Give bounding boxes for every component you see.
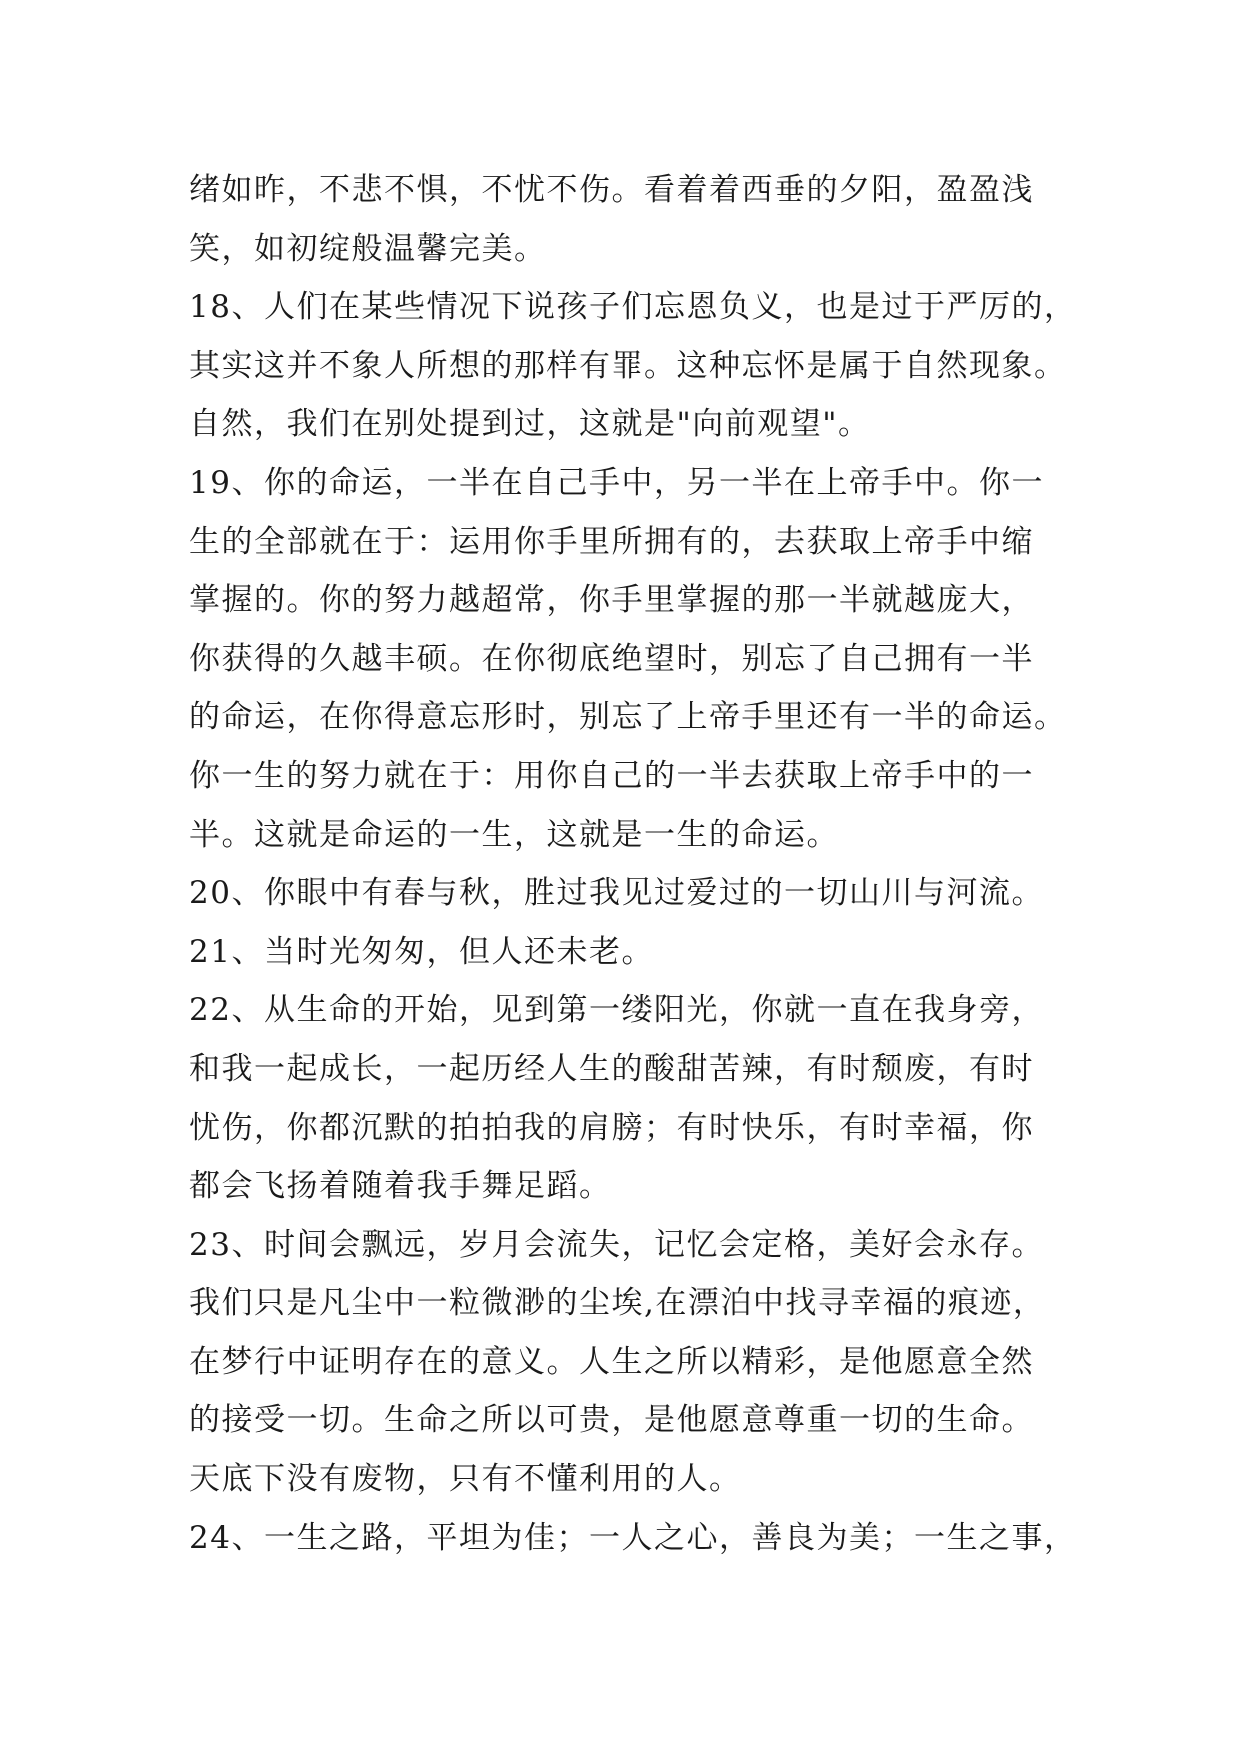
text-line: 其实这并不象人所想的那样有罪。这种忘怀是属于自然现象。 [189, 347, 1067, 384]
text-line: 21、当时光匆匆，但人还未老。 [189, 933, 654, 970]
text-line: 的命运，在你得意忘形时，别忘了上帝手里还有一半的命运。 [189, 699, 1067, 736]
text-line: 掌握的。你的努力越超常，你手里掌握的那一半就越庞大， [189, 582, 1034, 619]
text-line: 自然，我们在别处提到过，这就是"向前观望"。 [189, 406, 871, 443]
text-line: 24、一生之路，平坦为佳；一人之心，善良为美；一生之事， [189, 1519, 1077, 1556]
text-line: 22、从生命的开始，见到第一缕阳光，你就一直在我身旁， [189, 992, 1044, 1029]
text-line: 和我一起成长，一起历经人生的酸甜苦辣，有时颓废，有时 [189, 1050, 1034, 1087]
text-line: 你一生的努力就在于：用你自己的一半去获取上帝手中的一 [189, 757, 1034, 794]
text-line: 的接受一切。生命之所以可贵，是他愿意尊重一切的生命。 [189, 1402, 1034, 1439]
text-line: 18、人们在某些情况下说孩子们忘恩负义，也是过于严厉的， [189, 289, 1077, 326]
text-line: 19、你的命运，一半在自己手中，另一半在上帝手中。你一 [189, 464, 1044, 501]
text-line: 20、你眼中有春与秋，胜过我见过爱过的一切山川与河流。 [189, 875, 1044, 912]
text-line: 生的全部就在于：运用你手里所拥有的，去获取上帝手中缩 [189, 523, 1034, 560]
text-line: 笑，如初绽般温馨完美。 [189, 230, 547, 267]
text-line: 你获得的久越丰硕。在你彻底绝望时，别忘了自己拥有一半 [189, 640, 1034, 677]
text-line: 绪如昨，不悲不惧，不忧不伤。看着着西垂的夕阳，盈盈浅 [189, 172, 1034, 208]
text-line: 在梦行中证明存在的意义。人生之所以精彩，是他愿意全然 [189, 1343, 1034, 1380]
text-line: 天底下没有废物，只有不懂利用的人。 [189, 1461, 742, 1498]
text-line: 忧伤，你都沉默的拍拍我的肩膀；有时快乐，有时幸福，你 [189, 1109, 1034, 1146]
text-line: 半。这就是命运的一生，这就是一生的命运。 [189, 816, 839, 853]
text-line: 我们只是凡尘中一粒微渺的尘埃,在漂泊中找寻幸福的痕迹， [189, 1285, 1046, 1322]
text-line: 23、时间会飘远，岁月会流失，记忆会定格，美好会永存。 [189, 1226, 1044, 1263]
text-line: 都会飞扬着随着我手舞足蹈。 [189, 1168, 612, 1205]
body-text [189, 161, 1077, 1567]
